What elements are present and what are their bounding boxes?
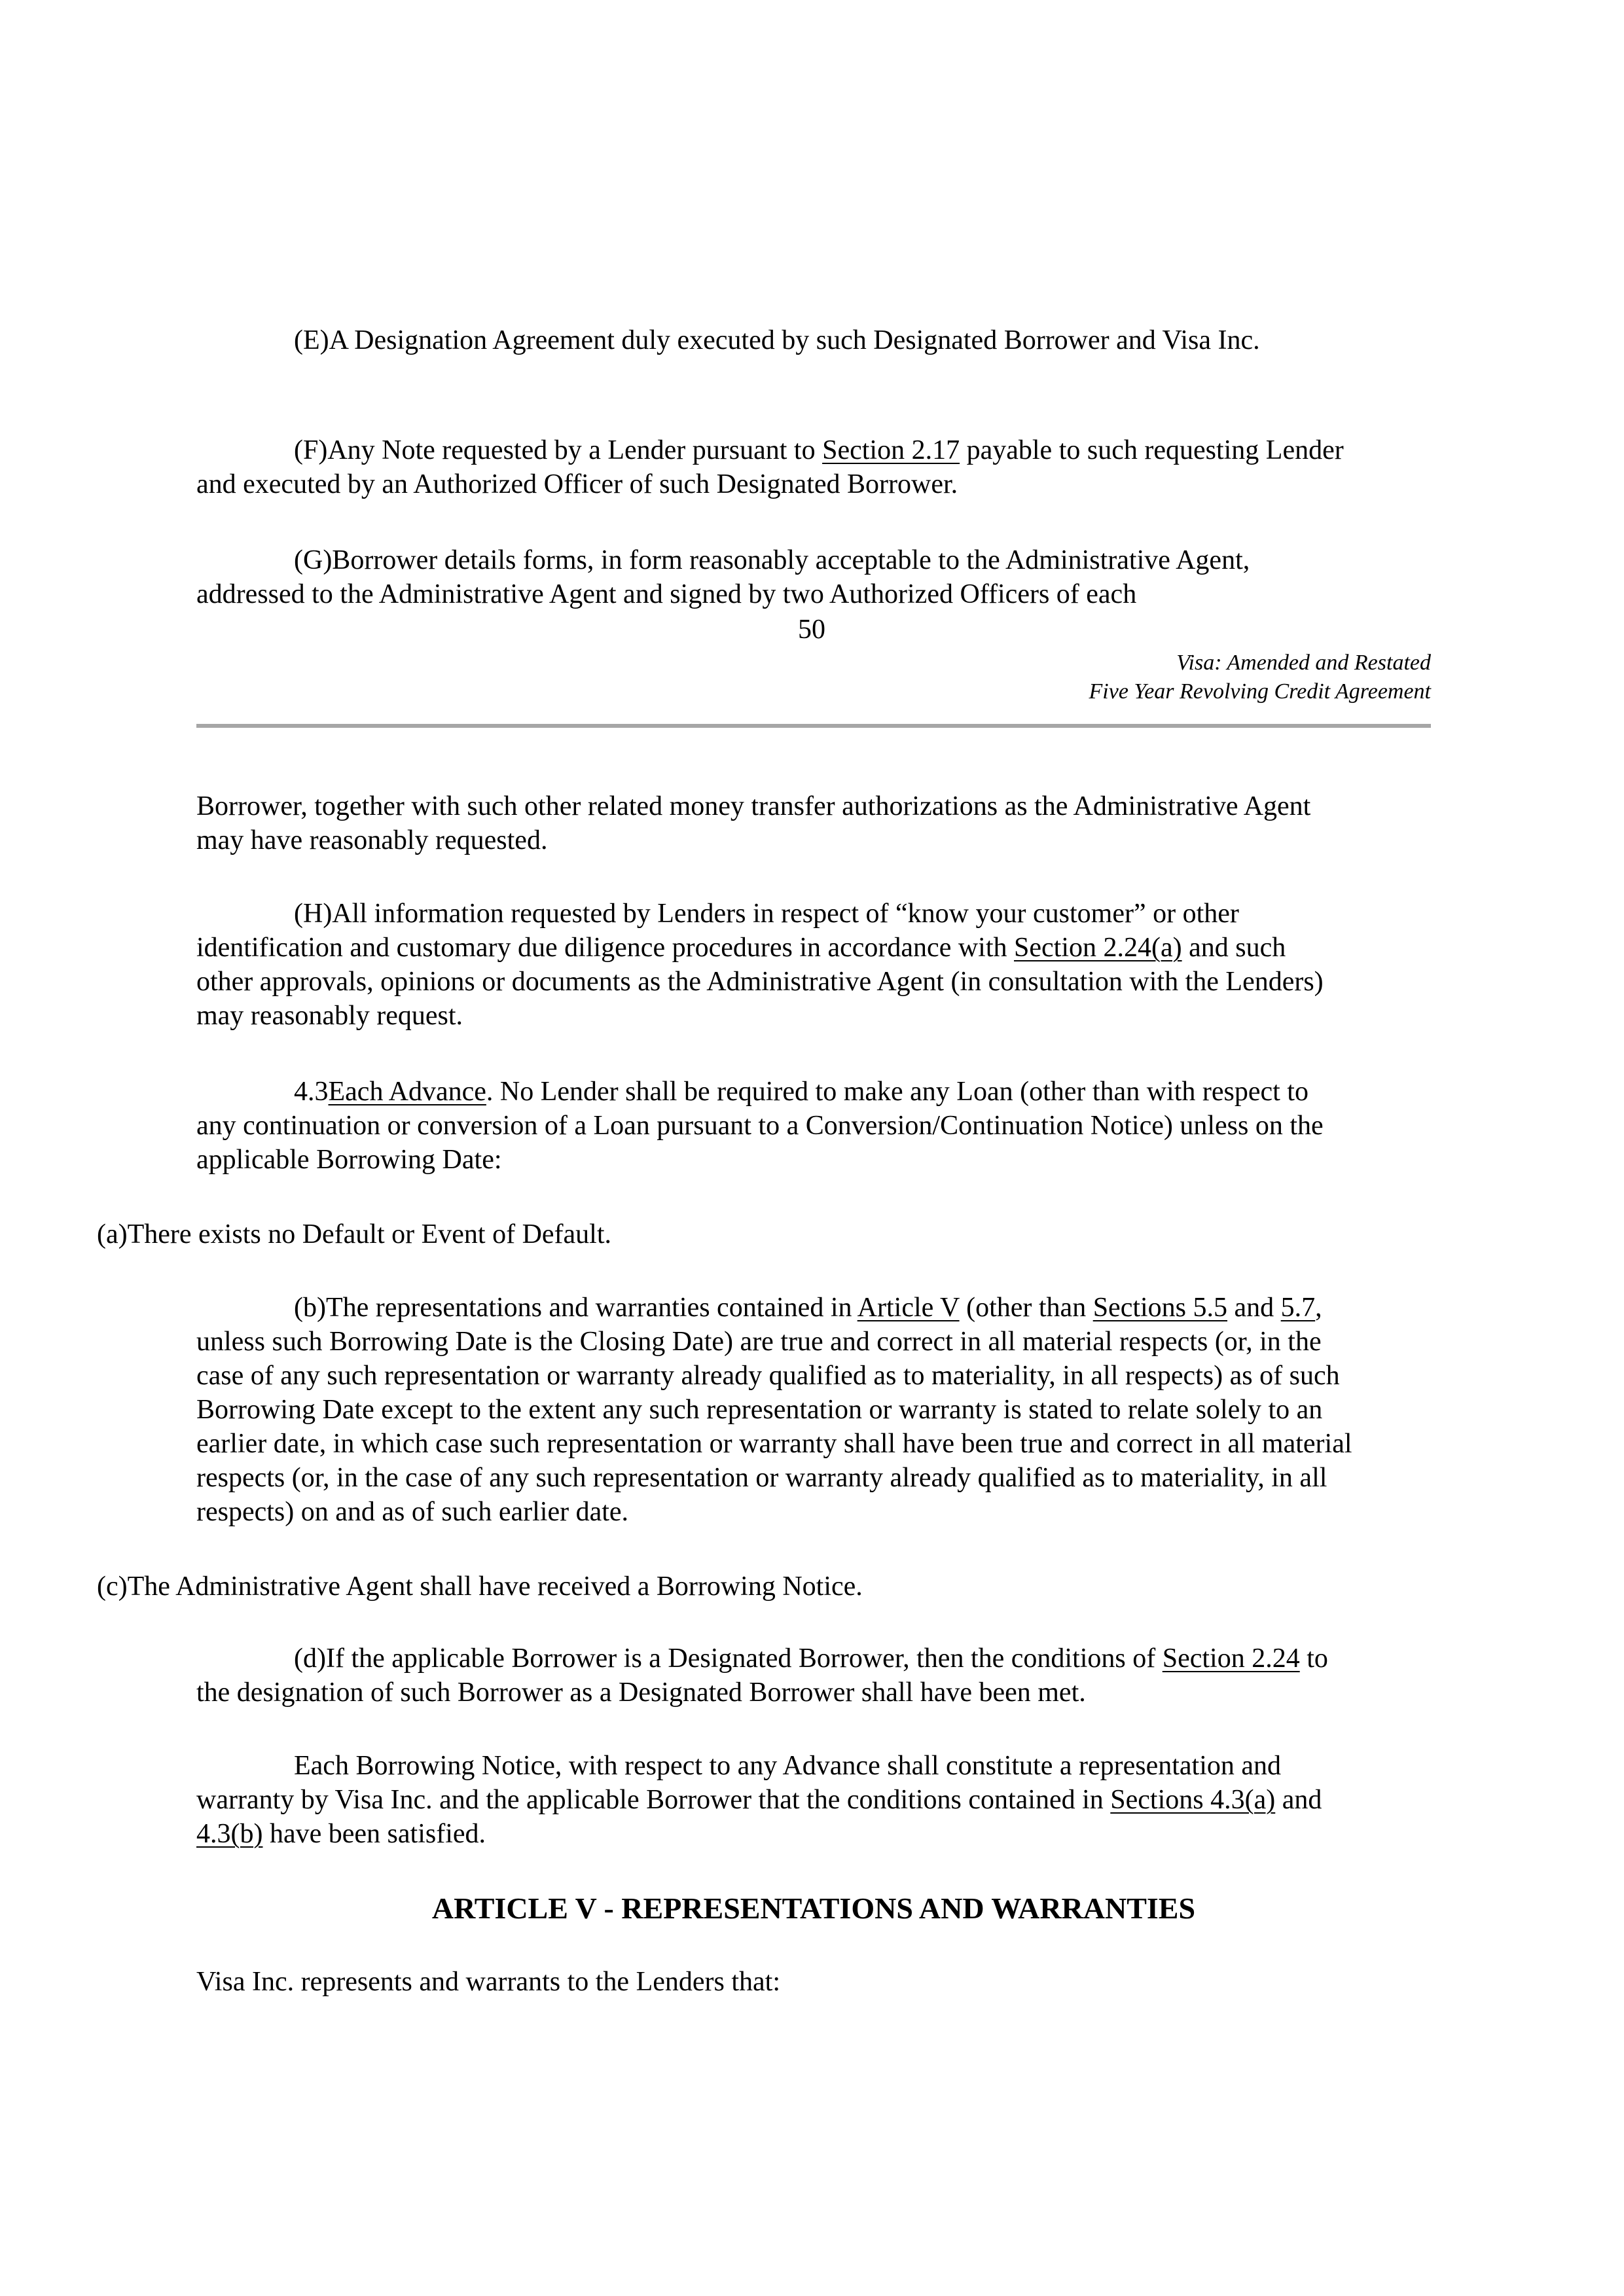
each-notice-line3: 4.3(b) have been satisfied. <box>196 1819 486 1849</box>
section-4-3b-link[interactable]: 4.3(b) <box>196 1819 263 1849</box>
sections-5-5-link[interactable]: Sections 5.5 <box>1092 1293 1228 1323</box>
item-b-line1: (b)The representations and warranties contained in Article V (other than Sections 5.5 and 5.7, <box>294 1293 1322 1323</box>
item-f-line1: (F)Any Note requested by a Lender pursuant to Section 2.17 payable to such requesting Lender <box>294 435 1344 465</box>
item-c: (c)The Administrative Agent shall have received a Borrowing Notice. <box>97 1571 863 1602</box>
article-v-link[interactable]: Article V <box>857 1293 960 1323</box>
item-e-text: (E)A Designation Agreement duly executed by such Designated Borrower and Visa Inc. <box>294 325 1260 355</box>
item-e <box>294 323 1260 358</box>
item-g-line1: (G)Borrower details forms, in form reasonably acceptable to the Administrative Agent, <box>294 545 1250 575</box>
section-4-3-line2: any continuation or conversion of a Loan pursuant to a Conversion/Continuation Notice) unless on the <box>196 1111 1324 1141</box>
section-2-24-link[interactable]: Section 2.24 <box>1162 1643 1300 1674</box>
section-4-3-line3: applicable Borrowing Date: <box>196 1145 502 1175</box>
item-f-line2: and executed by an Authorized Officer of such Designated Borrower. <box>196 469 958 499</box>
article-v-intro: Visa Inc. represents and warrants to the Lenders that: <box>196 1967 780 1997</box>
cont-g-line1: Borrower, together with such other related money transfer authorizations as the Administrative Agent <box>196 791 1311 821</box>
item-b-line5: earlier date, in which case such representation or warranty shall have been true and correct in all material <box>196 1429 1352 1459</box>
section-2-17-link[interactable]: Section 2.17 <box>822 435 960 465</box>
item-b-line3: case of any such representation or warranty already qualified as to materiality, in all respects) as of such <box>196 1361 1340 1391</box>
each-notice-line2: warranty by Visa Inc. and the applicable Borrower that the conditions contained in Sections 4.3(a) and <box>196 1785 1322 1815</box>
item-b-line6: respects (or, in the case of any such representation or warranty already qualified as to materiality, in all <box>196 1463 1327 1493</box>
item-g-line2: addressed to the Administrative Agent and signed by two Authorized Officers of each <box>196 579 1137 609</box>
section-5-7-link[interactable]: 5.7 <box>1280 1293 1316 1323</box>
item-h-line2: identification and customary due diligence procedures in accordance with Section 2.24(a) and such <box>196 933 1286 963</box>
page-divider <box>196 724 1431 728</box>
item-b-line7: respects) on and as of such earlier date. <box>196 1497 629 1527</box>
item-d-line1: (d)If the applicable Borrower is a Designated Borrower, then the conditions of Section 2.24 to <box>294 1643 1328 1674</box>
page-number: 50 <box>798 615 825 645</box>
footer-line1: Visa: Amended and Restated <box>1176 651 1431 675</box>
item-a: (a)There exists no Default or Event of Default. <box>97 1219 612 1249</box>
item-b-line4: Borrowing Date except to the extent any such representation or warranty is stated to relate solely to an <box>196 1395 1323 1425</box>
item-d-line2: the designation of such Borrower as a Designated Borrower shall have been met. <box>196 1677 1086 1708</box>
each-notice-line1: Each Borrowing Notice, with respect to any Advance shall constitute a representation and <box>294 1751 1282 1781</box>
section-title: Each Advance <box>328 1077 486 1107</box>
section-4-3-line1: 4.3Each Advance. No Lender shall be required to make any Loan (other than with respect to <box>294 1077 1308 1107</box>
footer-line2: Five Year Revolving Credit Agreement <box>1089 679 1431 704</box>
section-number: 4.3 <box>294 1077 329 1107</box>
article-v-heading: ARTICLE V - REPRESENTATIONS AND WARRANTIES <box>431 1892 1196 1925</box>
section-2-24a-link[interactable]: Section 2.24(a) <box>1014 933 1182 963</box>
cont-g-line2: may have reasonably requested. <box>196 825 548 855</box>
sections-4-3a-link[interactable]: Sections 4.3(a) <box>1110 1785 1276 1815</box>
item-h-line4: may reasonably request. <box>196 1001 463 1031</box>
item-h-line3: other approvals, opinions or documents as the Administrative Agent (in consultation with the Lenders) <box>196 967 1324 997</box>
item-b-line2: unless such Borrowing Date is the Closing Date) are true and correct in all material respects (or, in the <box>196 1327 1322 1357</box>
item-h-line1: (H)All information requested by Lenders in respect of “know your customer” or other <box>294 899 1239 929</box>
